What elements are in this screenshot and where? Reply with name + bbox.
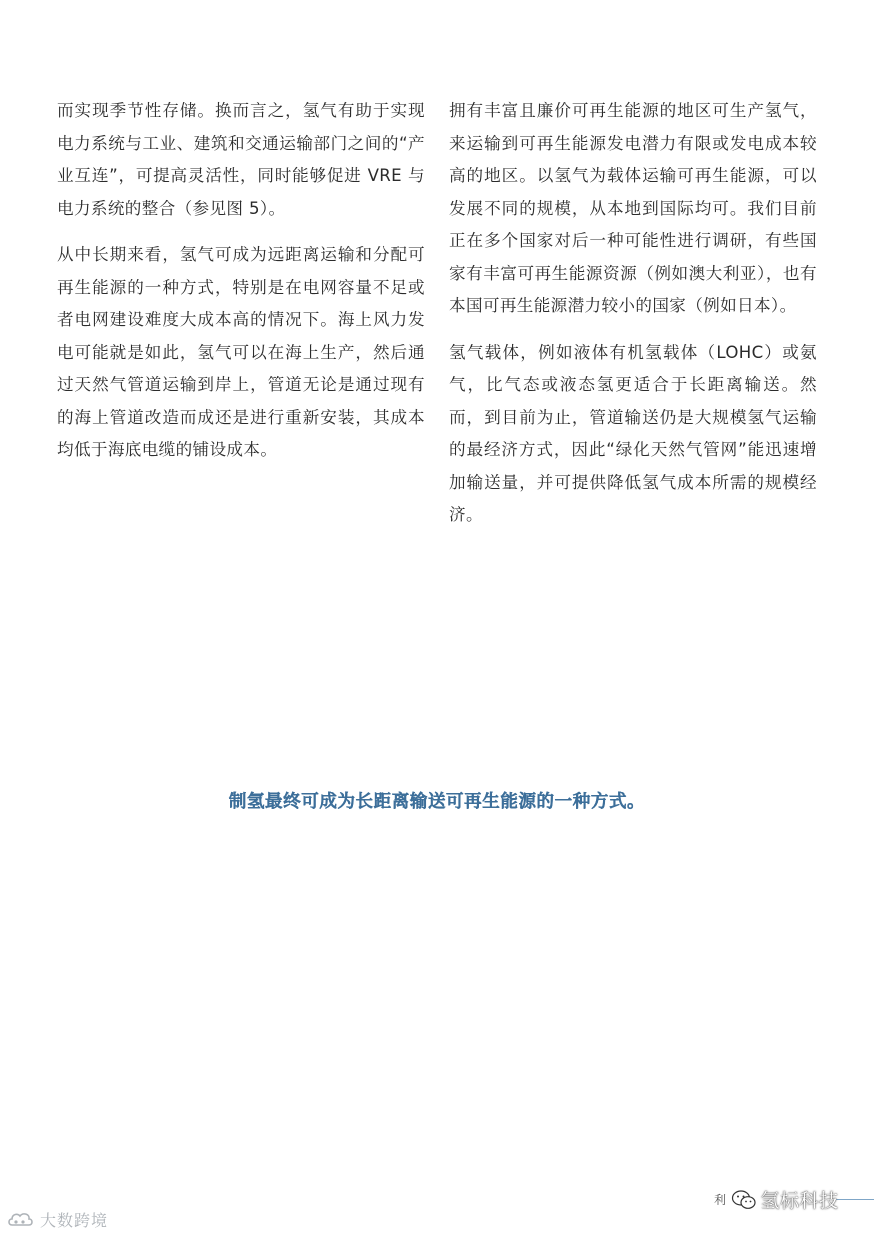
watermark-right-prefix: 利 <box>714 1193 727 1207</box>
paragraph: 氢气载体，例如液体有机氢载体（LOHC）或氨气，比气态或液态氢更适合于长距离输送。然而，到目前为止，管道输送仍是大规模氢气运输的最经济方式，因此“绿化天然气管网”能迅速增加输送量，并可提供降低氢气成本所需的规模经济。 <box>449 342 817 524</box>
wechat-icon <box>731 1188 757 1212</box>
watermark-left-text: 大数跨境 <box>40 1211 109 1230</box>
paragraph: 拥有丰富且廉价可再生能源的地区可生产氢气，来运输到可再生能源发电潜力有限或发电成本较高的地区。以氢气为载体运输可再生能源，可以发展不同的规模，从本地到国际均可。我们目前正在多个国家对后一种可能性进行调研，有些国家有丰富可再生能源资源（例如澳大利亚），也有本国可再生能源潜力较小的国家（例如日本）。 <box>449 101 817 315</box>
paragraph: 从中长期来看，氢气可成为远距离运输和分配可再生能源的一种方式，特别是在电网容量不足或者电网建设难度大成本高的情况下。海上风力发电可能就是如此，氢气可以在海上生产，然后通过天然气管道运输到岸上，管道无论是通过现有的海上管道改造而成还是进行重新安装，其成本均低于海底电缆的铺设成本。 <box>57 245 425 459</box>
paragraph: 而实现季节性存储。换而言之，氢气有助于实现电力系统与工业、建筑和交通运输部门之间的“产业互连”，可提高灵活性，同时能够促进 VRE 与电力系统的整合（参见图 5）。 <box>57 101 425 218</box>
watermark-left <box>6 1208 108 1231</box>
watermark-right-text: 氢标科技 <box>760 1190 839 1212</box>
divider <box>836 1199 874 1200</box>
right-column <box>449 95 817 546</box>
cloud-logo-icon <box>6 1209 34 1231</box>
left-column <box>57 95 425 481</box>
watermark-right <box>714 1186 839 1213</box>
pull-quote: 制氢最终可成为长距离输送可再生能源的一种方式。 <box>228 792 646 812</box>
